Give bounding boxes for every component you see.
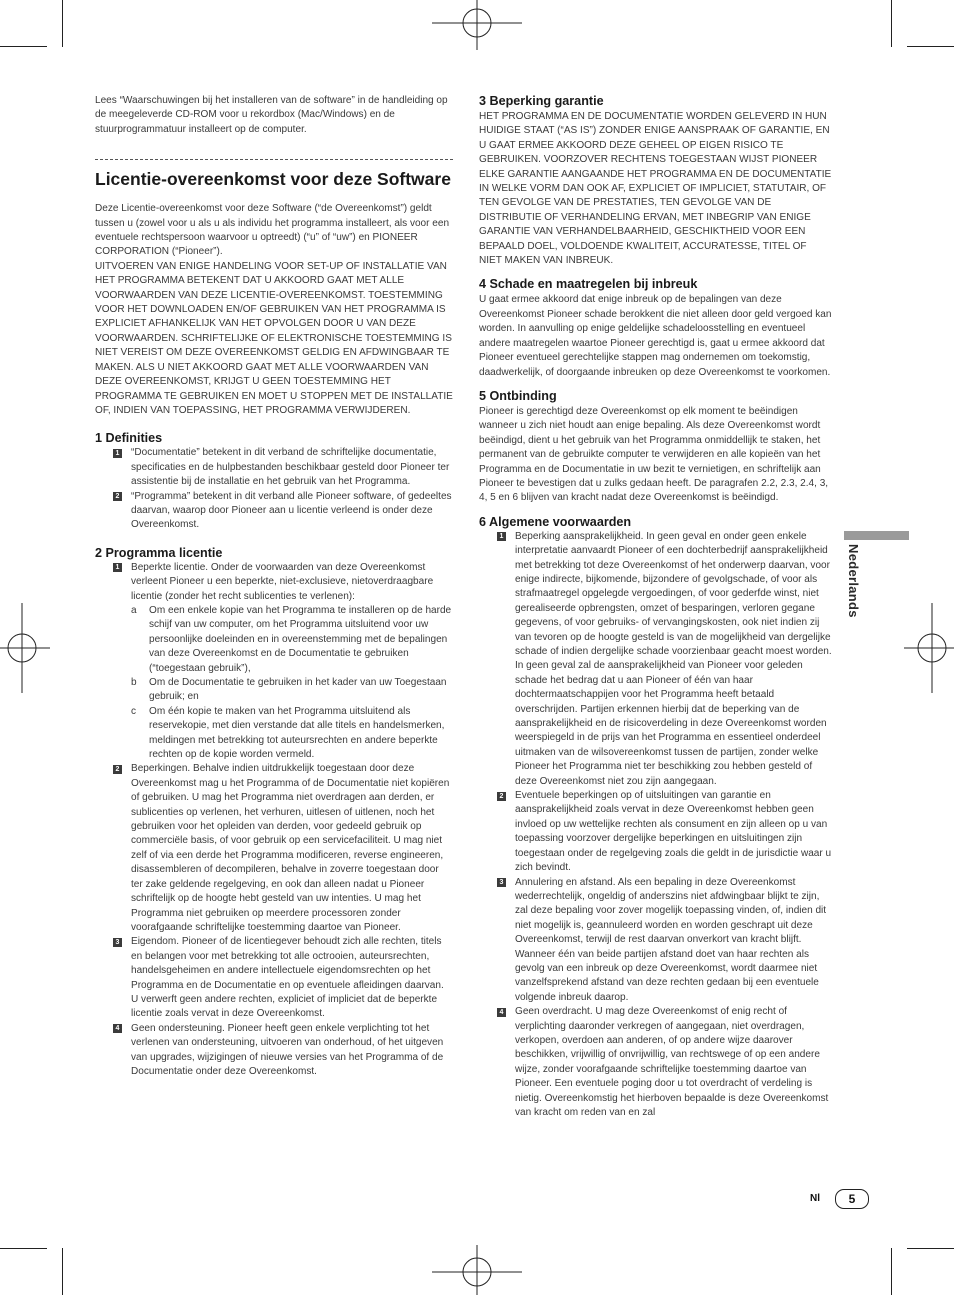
list-item-text: Beperking aansprakelijkheid. In geen geval en onder geen enkele interpretatie aanvaardt Pioneer of een dochterbedrijf aansprakelijkheid met betrekking tot deze Overeenkomst of het onderwerp daarvan, voor enige indirecte, bijkomende, bijzondere of gevolgschade, of voor als strafmaatregel opgelegde vergoedingen, of voor gederfde winst, niet gerealiseerde opbrengsten, omzet of besparingen, verloren gegane gegevens, of voor gebruiks- of vervangingskosten, ook niet indien zij van tevoren op de hoogte gesteld is van de mogelijkheid van dergelijke schade of indien dergelijke schade voorzienbaar geacht moest worden. In geen geval zal de aansprakelijkheid van Pioneer voor geleden schade het bedrag dat u aan Pioneer of één van haar dochtermaatschappijen voor het Programma heeft betaald overschrijden. Partijen erkennen hierbij dat de beperking van de aansprakelijkheid en de risicoverdeling in deze Overeenkomst worden weerspiegeld in de prijs van het Programma en essentieel onderdeel uitmaken van de wilsovereenkomst tussen de partijen, zonder welke Pioneer het Programma niet ter beschikking zou hebben gesteld of deze Overeenkomst niet zou zijn aangegaan.	[515, 530, 832, 787]
list-item	[479, 789, 832, 875]
lead-paragraph: Deze Licentie-overeenkomst voor deze Software (“de Overeenkomst”) geldt tussen u (zowel voor u als u als individu het programma installeert, als voor een eventuele rechtspersoon waarvoor u optreedt) (“u” of “uw”) en PIONEER CORPORATION (“Pioneer”).	[95, 203, 450, 258]
sub-item-text: Om de Documentatie te gebruiken in het kader van uw Toegestaan gebruik; en	[149, 677, 447, 703]
list-item-text: Beperkte licentie. Onder de voorwaarden van deze Overeenkomst verleent Pioneer u een beperkte, niet-exclusieve, nietoverdraagbare licentie (zonder het recht sublicenties te verlenen):	[131, 561, 434, 602]
item-number-badge: 3	[497, 878, 506, 887]
sub-item	[131, 705, 453, 763]
list-item	[95, 446, 453, 489]
registration-mark-left	[0, 603, 50, 693]
section-text: HET PROGRAMMA EN DE DOCUMENTATIE WORDEN GELEVERD IN HUN HUIDIGE STAAT (“AS IS”) ZONDER ENIGE AANSPRAAK OF GARANTIE, EN U GAAT ERMEE AKKOORD DEZE GEHEEL OP EIGEN RISICO TE GEBRUIKEN. VOORZOVER RECHTENS TOEGESTAAN WIJST PIONEER ELKE GARANTIE AANGAANDE HET PROGRAMMA EN DE DOCUMENTATIE IN WELKE VORM DAN OOK AF, EXPLICIET OF IMPLICIET, STATUTAIR, OF TEN GEVOLGE VAN DE PRESTATIES, TEN GEVOLGE VAN DE DISTRIBUTIE OF VERHANDELING ERVAN, MET INBEGRIP VAN ENIGE GARANTIE VAN VERHANDELBAARHEID, GESCHIKTHEID VOOR EEN BEPAALD DOEL, VOLDOENDE KWALITEIT, ACCURATESSE, TITEL OF NIET MAKEN VAN INBREUK.	[479, 111, 832, 267]
item-number-badge: 4	[113, 1024, 122, 1033]
item-number-badge: 2	[497, 792, 506, 801]
section-text: U gaat ermee akkoord dat enige inbreuk op de bepalingen van deze Overeenkomst Pioneer schade berokkent die niet alleen door geld vergoed kan worden. In aanvulling op enige geldelijke schadeloosstelling en eventueel andere maatregelen waartoe Pioneer gerechtigd is, gaat u ermee akkoord dat Pioneer eventueel gerechtelijke stappen mag ondernemen om toekomstig, daadwerkelijk, of doorgaande inbreuken op deze Overeenkomst te voorkomen.	[479, 294, 832, 378]
left-column	[95, 94, 453, 1079]
registration-mark-bottom	[432, 1245, 522, 1295]
language-tab-label: Nederlands	[846, 544, 861, 618]
right-column	[479, 94, 832, 1120]
sub-item-text: Om één kopie te maken van het Programma uitsluitend als reservekopie, met dien verstande dat alle titels en handelsmerken, meldingen met betrekking tot auteursrechten en andere beperkte rechten op de kopie worden vermeld.	[149, 705, 445, 761]
list-item-text: Geen ondersteuning. Pioneer heeft geen enkele verplichting tot het verlenen van ondersteuning, uitvoeren van onderhoud, of het uitgeven van upgrades, wijzigingen of nieuwe versies van het Programma of de Documentatie onder deze Overeenkomst.	[131, 1022, 444, 1077]
item-number-badge: 3	[113, 938, 122, 947]
sub-item	[131, 604, 453, 676]
list-item	[479, 530, 832, 789]
list-item	[479, 876, 832, 1006]
section-heading-beperking-garantie: 3 Beperking garantie	[479, 94, 604, 108]
section-heading-ontbinding: 5 Ontbinding	[479, 388, 557, 403]
list-item	[95, 1022, 453, 1080]
list-item-text: “Programma” betekent in dit verband alle Pioneer software, of gedeeltes daarvan, waarop door Pioneer aan u licentie verleend is onder deze Overeenkomst.	[131, 490, 452, 531]
section-text: Pioneer is gerechtigd deze Overeenkomst op elk moment te beëindigen wanneer u zich niet houdt aan enige bepaling. Als deze Overeenkomst wordt beëindigd, dient u het gebruik van het Programma onmiddellijk te staken, het permanent van de gebruikte computer te verwijderen en alle kopieën van het Programma en de Documentatie in uw bezit te vernietigen, en schriftelijk aan Pioneer te bevestigen dat u zulks gedaan heeft. De paragrafen 2.2, 2.3, 2.4, 3, 4, 5 en 6 blijven van kracht nadat deze Overeenkomst is beëindigd.	[479, 405, 829, 504]
sub-item-label: b	[131, 677, 137, 688]
intro-paragraph: Lees “Waarschuwingen bij het installeren van de software” in de handleiding op de meegeleverde CD-ROM voor u rekordbox (Mac/Windows) en de stuurprogrammatuur installeert op de computer.	[95, 95, 448, 135]
page-number: 5	[835, 1189, 869, 1209]
language-tab-bar	[844, 531, 909, 540]
section-heading-programma-licentie: 2 Programma licentie	[95, 545, 223, 560]
sub-item	[131, 676, 453, 705]
item-number-badge: 1	[113, 449, 122, 458]
list-item-text: Eigendom. Pioneer of de licentiegever behoudt zich alle rechten, titels en belangen voor met betrekking tot alle octrooien, auteursrechten, handelsgeheimen en andere intellectuele eigendomsrechten op het Programma en de Documentatie en op eventuele afleidingen daarvan. U verwerft geen andere rechten, expliciet of impliciet dat de beperkte licentie zoals vervat in deze Overeenkomst.	[131, 936, 444, 1020]
list-item-text: Geen overdracht. U mag deze Overeenkomst of enig recht of verplichting daaronder verkregen of aangegaan, niet overdragen, verkopen, overdoen aan anderen, of op andere wijze daarover beschikken, vrijwillig of onvrijwillig, van rechtswege of op een andere wijze, zonder voorafgaande schriftelijke toestemming daartoe van Pioneer. Een eventuele poging door u tot overdracht of verdeling is nietig. Overeenkomstig het hierboven bepaalde is deze Overeenkomst van kracht om reden van en zal	[515, 1006, 829, 1118]
list-item-text: Beperkingen. Behalve indien uitdrukkelijk toegestaan door deze Overeenkomst mag u het Programma of de Documentatie niet kopiëren of gebruiken. U mag het Programma niet overdragen aan derden, er sublicenties op verlenen, het verhuren, uitlesen of uitlenen, noch het gebruiken voor het opleiden van derden, voor gedeeld gebruik op commerciële basis, of voor gebruik op een servicefaciliteit. U mag niet zelf of via een derde het Programma modificeren, reverse engineeren, disassembleren of decompileren, behalve in zoverre toegestaan door ter zake geldende regelgeving, en ook dan alleen nadat u Pioneer schriftelijk op de hoogte hebt gesteld van uw intenties. U mag het Programma niet gebruiken op meerdere processoren zonder voorafgaande schriftelijke toestemming daartoe van Pioneer.	[131, 763, 450, 933]
list-item	[95, 561, 453, 763]
section-heading-algemene-voorwaarden: 6 Algemene voorwaarden	[479, 514, 632, 529]
section-divider	[95, 159, 453, 160]
registration-mark-right	[904, 603, 954, 693]
list-item	[95, 762, 453, 935]
item-number-badge: 2	[113, 765, 122, 774]
page-title: Licentie-overeenkomst voor deze Software	[95, 169, 451, 190]
sub-item-label: a	[131, 604, 137, 616]
registration-mark-top	[432, 0, 522, 50]
footer-language-code: Nl	[810, 1193, 820, 1204]
list-item-text: “Documentatie” betekent in dit verband de schriftelijke documentatie, specificaties en de hulpbestanden beschikbaar gesteld door Pioneer ter assistentie bij de installatie en het gebruik van het Programma.	[131, 447, 450, 488]
sub-item-label: c	[131, 705, 137, 717]
section-heading-schade: 4 Schade en maatregelen bij inbreuk	[479, 277, 698, 292]
list-item	[479, 1005, 832, 1120]
lead-caps-paragraph: UITVOEREN VAN ENIGE HANDELING VOOR SET-UP OF INSTALLATIE VAN HET PROGRAMMA BETEKENT DAT U AKKOORD GAAT MET ALLE VOORWAARDEN VAN DEZE LICENTIE-OVEREENKOMST. TOESTEMMING VOOR HET DOWNLOADEN EN/OF GEBRUIKEN VAN HET PROGRAMMA IS EXPLICIET AFHANKELIJK VAN HET OPVOLGEN DOOR U VAN DEZE VOORWAARDEN. SCHRIFTELIJKE OF ELEKTRONISCHE TOESTEMMING IS NIET VEREIST OM DEZE OVEREENKOMST GELDIG EN AFDWINGBAAR TE MAKEN. ALS U NIET AKKOORD GAAT MET ALLE VOORWAARDEN VAN DEZE OVEREENKOMST, KRIJGT U GEEN TOESTEMMING HET PROGRAMMA TE GEBRUIKEN EN MOET U STOPPEN MET DE INSTALLATIE OF, INDIEN VAN TOEPASSING, HET PROGRAMMA VERWIJDEREN.	[95, 260, 453, 416]
section-heading-definities: 1 Definities	[95, 431, 163, 446]
item-number-badge: 2	[113, 492, 122, 501]
sub-item-text: Om een enkele kopie van het Programma te installeren op de harde schijf van uw computer, om het Programma uitsluitend voor uw persoonlijke doeleinden en in overeenstemming met de bepalingen van deze Overeenkomst en de Documentatie te gebruiken (“toegestaan gebruik”),	[149, 604, 452, 674]
item-number-badge: 1	[113, 563, 122, 572]
item-number-badge: 4	[497, 1008, 506, 1017]
list-item	[95, 490, 453, 533]
list-item-text: Eventuele beperkingen op of uitsluitingen van garantie en aansprakelijkheid zoals vervat in deze Overeenkomst hebben geen invloed op uw wettelijke rechten als consument en zijn alleen op u van toepassing voorzover dergelijke beperkingen en uitsluitingen zijn toegestaan onder de regelgeving zoals die geldt in de jurisdictie waar u zich bevindt.	[515, 790, 832, 874]
list-item-text: Annulering en afstand. Als een bepaling in deze Overeenkomst wederrechtelijk, ongeldig of anderszins niet afdwingbaar blijkt te zijn, zal deze bepaling voor zover mogelijk toepassing vinden, of, indien dit niet mogelijk is, geannuleerd worden en worden geschrapt uit deze Overeenkomst, terwijl de rest daarvan onverkort van kracht blijft. Wanneer één van beide partijen afstand doet van haar rechten als gevolg van een inbreuk op deze Overeenkomst, wordt daarmee niet vanzelfsprekend afstand van deze rechten gedaan bij een eventuele volgende inbreuk daarop.	[515, 876, 827, 1003]
item-number-badge: 1	[497, 532, 506, 541]
list-item	[95, 935, 453, 1021]
